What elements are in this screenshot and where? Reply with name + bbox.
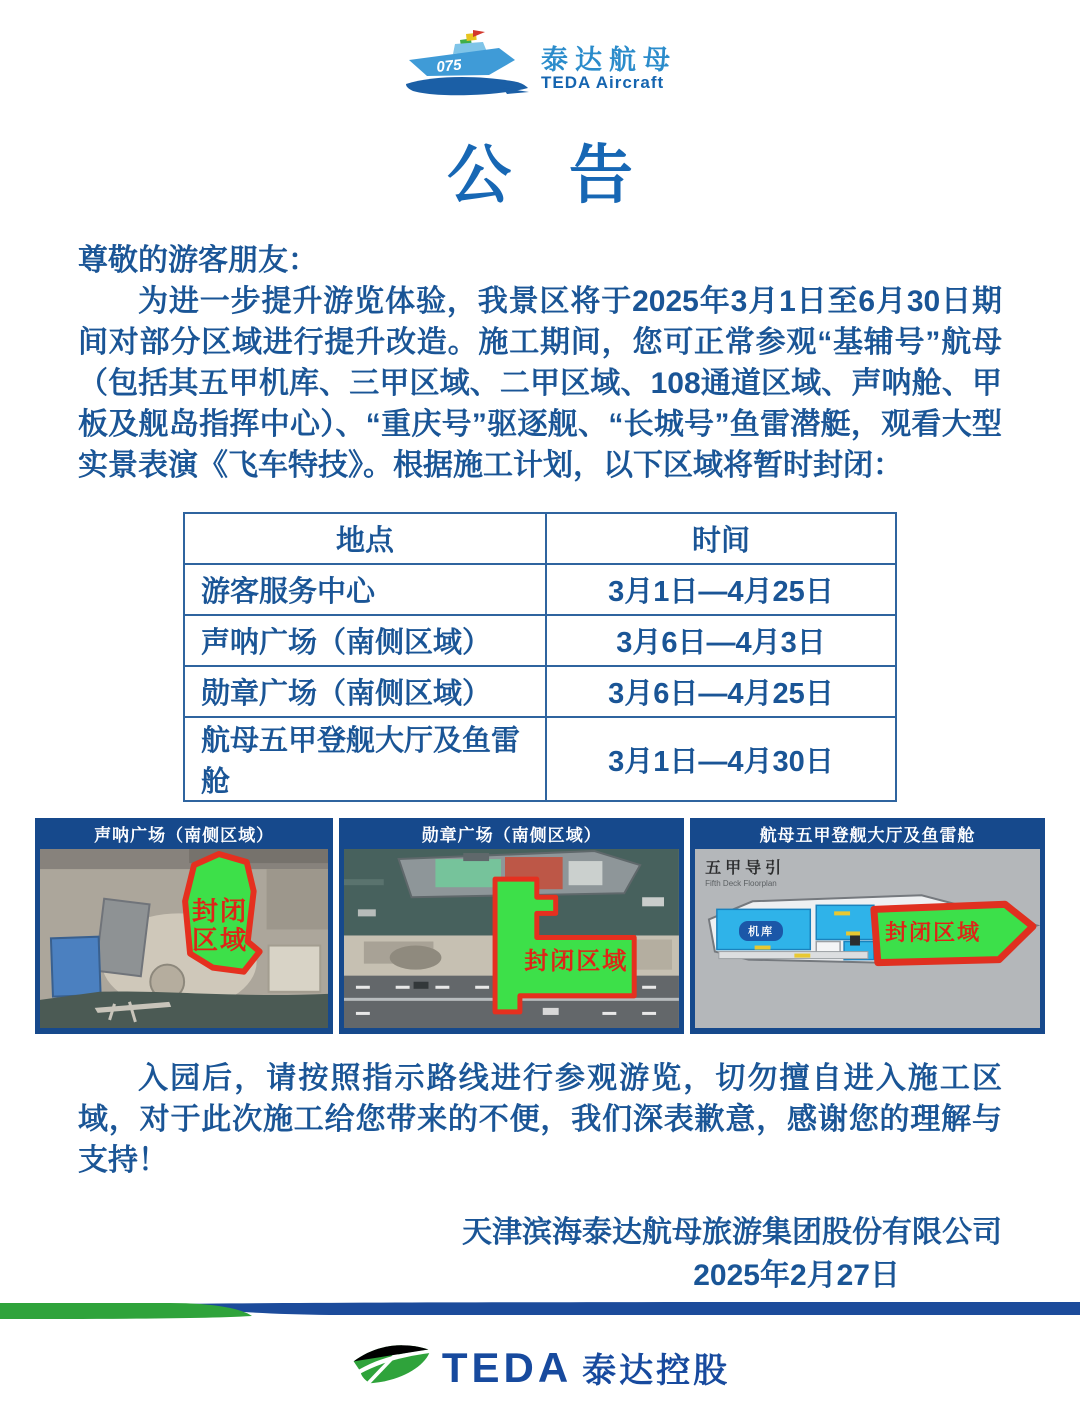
deck-plan bbox=[695, 849, 1040, 1028]
page-title: 公 告 bbox=[447, 139, 653, 211]
table-row bbox=[184, 717, 896, 801]
plan-subtitle: Fifth Deck Floorplan bbox=[705, 879, 777, 888]
closing-body bbox=[78, 1058, 1002, 1181]
brand-name-en: TEDA Aircraft bbox=[541, 73, 665, 93]
time-cell: 3月6日—4月3日 bbox=[546, 615, 896, 666]
signature-block bbox=[0, 1211, 1002, 1297]
notice-body bbox=[78, 240, 1002, 486]
footer-divider bbox=[0, 1299, 1080, 1325]
closed-area-label: 封闭区域 bbox=[885, 920, 982, 945]
greeting-text: 尊敬的游客朋友： bbox=[78, 244, 318, 277]
teda-logo-text-en: TEDA bbox=[441, 1343, 573, 1391]
panel-sonar-plaza bbox=[35, 818, 333, 1034]
location-cell: 航母五甲登舰大厅及鱼雷舱 bbox=[184, 717, 546, 801]
table-row bbox=[184, 666, 896, 717]
svg-text:075: 075 bbox=[435, 56, 463, 76]
panel-caption: 勋章广场（南侧区域） bbox=[421, 826, 602, 845]
time-cell: 3月1日—4月30日 bbox=[546, 717, 896, 801]
teda-aircraft-logo bbox=[0, 28, 1080, 110]
location-cell: 游客服务中心 bbox=[184, 564, 546, 615]
panel-medal-plaza bbox=[339, 818, 684, 1034]
time-cell: 3月1日—4月25日 bbox=[546, 564, 896, 615]
location-cell: 声呐广场（南侧区域） bbox=[184, 615, 546, 666]
signature-date: 2025年2月27日 bbox=[693, 1259, 900, 1292]
aerial-photo bbox=[344, 849, 679, 1028]
boat-icon bbox=[403, 30, 531, 108]
brand-name-cn: 泰达航母 bbox=[541, 44, 677, 75]
closed-area-label: 封闭区域 bbox=[524, 948, 629, 975]
teda-field-icon bbox=[350, 1339, 432, 1396]
table-row bbox=[184, 615, 896, 666]
panel-caption: 声呐广场（南侧区域） bbox=[94, 826, 275, 845]
plan-title: 五甲导引 bbox=[705, 860, 786, 877]
table-row bbox=[184, 564, 896, 615]
aerial-photo bbox=[40, 849, 328, 1028]
time-cell: 3月6日—4月25日 bbox=[546, 666, 896, 717]
photo-panels bbox=[35, 818, 1045, 1034]
signature-company: 天津滨海泰达航母旅游集团股份有限公司 bbox=[462, 1216, 1002, 1249]
closing-paragraph: 入园后，请按照指示路线进行参观游览，切勿擅自进入施工区域，对于此次施工给您带来的不便，我们深表歉意，感谢您的理解与支持！ bbox=[78, 1062, 1002, 1177]
panel-deck5-hall bbox=[690, 818, 1045, 1034]
notice-paragraph: 为进一步提升游览体验，我景区将于2025年3月1日至6月30日期间对部分区域进行提升改造。施工期间，您可正常参观“基辅号”航母（包括其五甲机库、三甲区域、二甲区域、108通道区域、声呐舱、甲板及舰岛指挥中心）、“重庆号”驱逐舰、“长城号”鱼雷潜艇，观看大型实景表演《飞车特技》。根据施工计划，以下区域将暂时封闭： bbox=[78, 285, 1002, 482]
table-header-row bbox=[184, 513, 896, 564]
table-header-time: 时间 bbox=[546, 513, 896, 564]
closure-table bbox=[183, 512, 897, 802]
teda-logo-text-cn: 泰达控股 bbox=[582, 1352, 731, 1390]
hangar-label: 机库 bbox=[739, 921, 783, 941]
page-footer bbox=[0, 1299, 1080, 1411]
closed-area-label: 封闭区域 bbox=[191, 896, 248, 956]
table-header-location: 地点 bbox=[184, 513, 546, 564]
location-cell: 勋章广场（南侧区域） bbox=[184, 666, 546, 717]
teda-holding-logo bbox=[0, 1339, 1080, 1396]
panel-caption: 航母五甲登舰大厅及鱼雷舱 bbox=[759, 826, 976, 845]
